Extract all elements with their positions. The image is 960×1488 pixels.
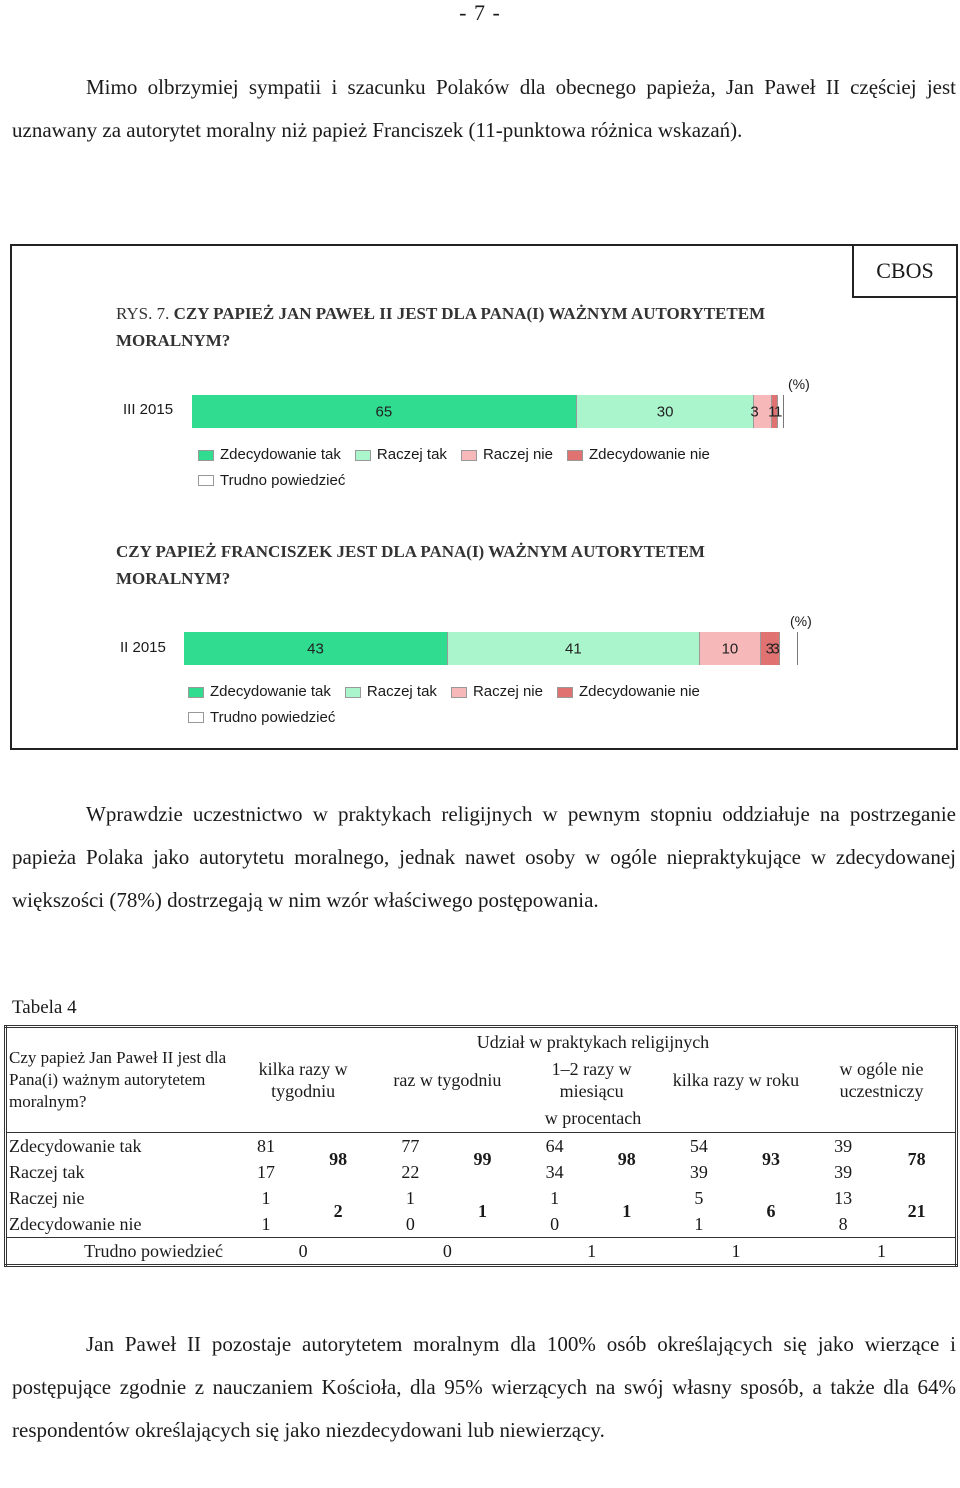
legend-item-zdecydowanie-nie [557, 680, 700, 704]
table-group-header: Udział w praktykach religijnych [476, 1032, 710, 1052]
chart1-segment-raczej-tak [577, 395, 755, 428]
table-row-label: Raczej tak [9, 1162, 85, 1182]
chart1-data-label: 1 [774, 403, 783, 420]
table-cell: 1 [587, 1241, 597, 1261]
table-sum-yes: 93 [762, 1149, 781, 1169]
chart2-legend [188, 680, 798, 731]
chart2-data-label: 43 [307, 640, 324, 657]
table-caption: Tabela 4 [12, 997, 77, 1018]
table-row-label: Zdecydowanie nie [9, 1214, 142, 1234]
table-cell: 1 [550, 1188, 560, 1208]
table-unit-row: w procentach [544, 1108, 642, 1128]
chart1-data-label: 1 [768, 403, 777, 420]
legend-item-raczej-nie [451, 680, 543, 704]
table-cell: 5 [694, 1188, 704, 1208]
legend-label: Raczej nie [472, 683, 543, 700]
chart2-segment-zdecydowanie-tak [184, 632, 448, 665]
chart2-data-label: 3 [765, 640, 775, 657]
figure-caption-prefix: RYS. 7. [116, 304, 170, 323]
table-cell: 1 [694, 1214, 704, 1234]
legend-label: Raczej nie [482, 446, 553, 463]
legend-item-raczej-tak [355, 443, 447, 467]
table-cell: 39 [834, 1162, 853, 1182]
table-cell: 0 [550, 1214, 560, 1234]
table-cell: 39 [834, 1136, 853, 1156]
table-sum-no: 1 [622, 1201, 632, 1221]
paragraph-participation-text: Wprawdzie uczestnictwo w praktykach religijnych w pewnym stopniu oddziałuje na postrzeganie papieża Polaka jako autorytetu moralnego, jednak nawet osoby w ogóle niepraktykujące w zdecydowanej większości (78%) dostrzegają w nim wzór właściwego postępowania. [12, 802, 956, 912]
legend-item-zdecydowanie-tak [188, 680, 331, 704]
table-col-header: kilka razy w roku [672, 1070, 800, 1090]
chart2-data-label: 41 [565, 640, 582, 657]
table-col-header: 1–2 razy w miesiącu [551, 1059, 632, 1101]
table-cell: 17 [257, 1162, 276, 1182]
table-row-label: Zdecydowanie tak [9, 1136, 142, 1156]
chart1-data-label: 30 [656, 403, 674, 420]
chart2-data-label: 10 [721, 640, 739, 657]
figure-title-1 [116, 300, 816, 354]
chart1-unit: (%) [788, 376, 810, 392]
table-sum-no: 2 [333, 1201, 343, 1221]
table-cell: 1 [877, 1241, 887, 1261]
table-cell: 81 [257, 1136, 276, 1156]
chart1-data-label: 3 [750, 403, 759, 420]
table-sum-yes: 78 [907, 1149, 926, 1169]
paragraph-intro [12, 66, 956, 152]
table-cell: 0 [442, 1241, 452, 1261]
legend-label: Raczej tak [376, 446, 447, 463]
table-cell: 1 [261, 1188, 271, 1208]
paragraph-intro-text: Mimo olbrzymiej sympatii i szacunku Polaków dla obecnego papieża, Jan Paweł II częściej jest uznawany za autorytet moralny niż papież Franciszek (11-punktowa różnica wskazań). [12, 75, 956, 142]
table-col-header: kilka razy w tygodniu [258, 1059, 348, 1101]
figure-title-1-text: CZY PAPIEŻ JAN PAWEŁ II JEST DLA PANA(I) WAŻNYM AUTORYTETEM MORALNYM? [116, 304, 766, 350]
table-sum-yes: 99 [473, 1149, 492, 1169]
table-cell: 1 [261, 1214, 271, 1234]
figure-box [10, 244, 958, 750]
chart1-segment-trudno-powiedziec [774, 395, 784, 428]
chart2-segment-raczej-nie [700, 632, 761, 665]
legend-swatch [345, 687, 361, 698]
table-row-label: Trudno powiedzieć [84, 1241, 223, 1261]
chart2-segment-trudno-powiedziec [771, 632, 798, 665]
paragraph-participation [12, 793, 956, 922]
legend-label: Zdecydowanie nie [578, 683, 700, 700]
table-cell: 13 [834, 1188, 853, 1208]
chart1-bar [192, 395, 784, 428]
legend-swatch [188, 687, 204, 698]
table-sum-no: 1 [477, 1201, 487, 1221]
table-sum-yes: 98 [329, 1149, 348, 1169]
legend-swatch [188, 712, 204, 723]
legend-label: Zdecydowanie nie [588, 446, 710, 463]
table-cell: 64 [545, 1136, 564, 1156]
legend-item-trudno-powiedziec [198, 469, 345, 493]
page-number: - 7 - [459, 0, 501, 25]
table-cell: 1 [405, 1188, 415, 1208]
chart2-unit: (%) [790, 613, 812, 629]
paragraph-believers [12, 1323, 956, 1452]
chart2-category-label: II 2015 [120, 639, 166, 656]
table-col-header: raz w tygodniu [393, 1070, 502, 1090]
table-cell: 77 [401, 1136, 420, 1156]
table-cell: 1 [731, 1241, 741, 1261]
source-label: CBOS [852, 244, 958, 298]
legend-item-zdecydowanie-nie [567, 443, 710, 467]
table-sum-no: 6 [766, 1201, 776, 1221]
table-cell: 22 [401, 1162, 420, 1182]
table-sum-no: 21 [907, 1201, 926, 1221]
legend-label: Raczej tak [366, 683, 437, 700]
legend-swatch [451, 687, 467, 698]
legend-label: Trudno powiedzieć [210, 708, 336, 726]
table-cell: 0 [298, 1241, 308, 1261]
table-cell: 0 [405, 1214, 415, 1234]
chart1-segment-zdecydowanie-tak [192, 395, 577, 428]
table-cell: 39 [689, 1162, 708, 1182]
paragraph-believers-text: Jan Paweł II pozostaje autorytetem moralnym dla 100% osób określających się jako wierzące i postępujące zgodnie z nauczaniem Kościoła, dla 95% wierzących na swój własny sposób, a także dla 64% respondentów określających się jako niezdecydowani lub niewierzący. [12, 1332, 956, 1442]
chart1-legend [198, 443, 798, 494]
table-cell: 8 [838, 1214, 848, 1234]
table-cell: 54 [689, 1136, 708, 1156]
table-question: Czy papież Jan Paweł II jest dla Pana(i) ważnym autorytetem moralnym? [9, 1048, 227, 1111]
chart1-category-label: III 2015 [123, 401, 174, 418]
chart2-segment-raczej-tak [448, 632, 700, 665]
legend-label: Zdecydowanie tak [220, 446, 341, 463]
table-row-label: Raczej nie [9, 1188, 85, 1208]
legend-swatch [198, 475, 214, 486]
table-col-header: w ogóle nie uczestniczy [839, 1059, 924, 1101]
legend-item-raczej-nie [461, 443, 553, 467]
legend-swatch [557, 687, 573, 698]
legend-item-raczej-tak [345, 680, 437, 704]
table-cell: 34 [545, 1162, 564, 1182]
legend-swatch [461, 450, 477, 461]
figure-title-2: CZY PAPIEŻ FRANCISZEK JEST DLA PANA(I) WAŻNYM AUTORYTETEM MORALNYM? [116, 542, 705, 588]
table-sum-yes: 98 [617, 1149, 636, 1169]
chart2-data-label: 3 [771, 640, 780, 657]
legend-item-zdecydowanie-tak [198, 443, 341, 467]
table-4 [4, 1025, 958, 1267]
legend-label: Zdecydowanie tak [210, 683, 331, 700]
legend-swatch [355, 450, 371, 461]
chart2-bar [184, 632, 798, 665]
legend-swatch [198, 450, 214, 461]
legend-label: Trudno powiedzieć [220, 471, 346, 489]
legend-swatch [567, 450, 583, 461]
legend-item-trudno-powiedziec [188, 706, 335, 730]
chart1-data-label: 65 [375, 403, 393, 420]
